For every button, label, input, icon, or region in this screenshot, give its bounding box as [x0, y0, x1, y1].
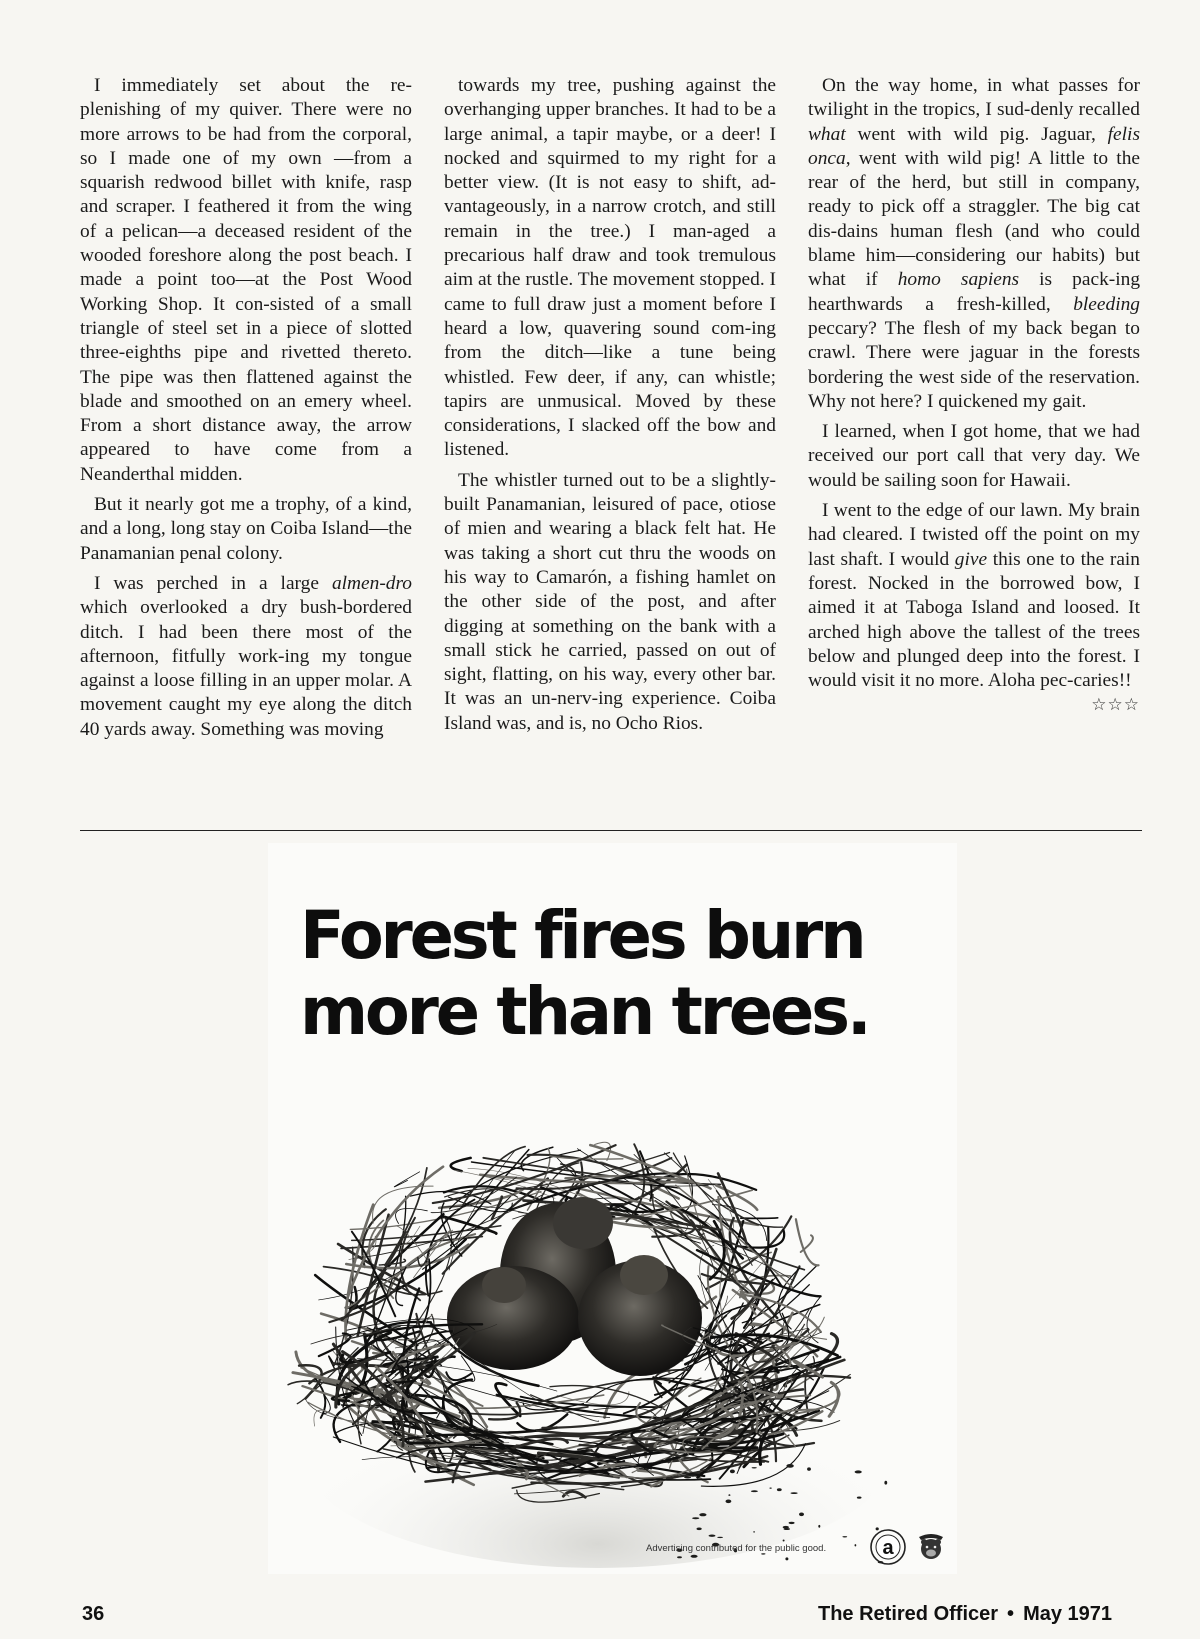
section-divider: [80, 830, 1142, 831]
ad-headline-line-1: Forest fires burn: [300, 897, 864, 974]
paragraph-text: The whistler turned out to be a slightly-built Panamanian, leisured of pace, otiose of mien and wearing a black felt hat. He was taking a short cut thru the woods on his way to Camarón, a fishing hamlet on the other side of the post, and after digging at something on the bank with a small stick he carried, passed on out of sight, flatting, on his way, every other bar. It was an un-nerv-ing experience. Coiba Island was, and is, no Ocho Rios.: [444, 469, 776, 734]
nest-debris-fleck: [842, 1536, 847, 1537]
article-paragraph: [808, 74, 1140, 414]
ad-headline: [300, 898, 934, 1050]
article-column-3: [808, 74, 1140, 830]
emphasized-text: give: [954, 548, 988, 570]
paragraph-text: went with wild pig. Jaguar,: [845, 123, 1108, 145]
nest-debris-fleck: [677, 1556, 682, 1558]
article-column-2: [444, 74, 776, 830]
nest-debris-fleck: [684, 1476, 691, 1478]
nest-debris-fleck: [709, 1535, 716, 1537]
paragraph-text: I immediately set about the re-plenishing of my quiver. There were no more arrows to be had from the corporal, so I made one of my own —from a squarish redwood billet with knife, rasp and scraper. I feathered it from the wing of a pelican—a deceased resident of the wooded foreshore along the post beach. I made a point too—at the Post Wood Working Shop. It con-sisted of a small triangle of steel set in a piece of slotted three-eighths pipe and rivetted thereto. The pipe was then flattened against the blade and smoothed on an emery wheel. From a short distance away, the arrow appeared to have come from a Neanderthal midden.: [80, 75, 412, 485]
issue-date: May 1971: [1023, 1603, 1113, 1625]
nest-debris-fleck: [692, 1517, 699, 1519]
nest-debris-fleck: [783, 1540, 785, 1542]
paragraph-text: I learned, when I got home, that we had received our port call that very day. We would be sailing soon for Hawaii.: [808, 421, 1140, 491]
nest-debris-fleck: [884, 1481, 887, 1485]
nest-twig: [741, 1218, 778, 1219]
publication-footer: [818, 1603, 1112, 1626]
nest-debris-fleck: [799, 1513, 804, 1517]
nest-debris-fleck: [855, 1470, 862, 1473]
nest-twig: [749, 1324, 763, 1325]
nest-debris-fleck: [777, 1488, 782, 1491]
nest-debris-fleck: [751, 1490, 758, 1492]
footer-separator: •: [1007, 1603, 1015, 1625]
nest-debris-fleck: [728, 1494, 730, 1496]
bird-nest-photo: [268, 1103, 957, 1574]
smokey-bear-icon: [916, 1531, 946, 1563]
emphasized-text: bleeding: [1073, 293, 1140, 315]
nest-debris-fleck: [791, 1492, 798, 1494]
paragraph-text: I was perched in a large: [94, 572, 332, 594]
nest-debris-fleck: [753, 1531, 755, 1532]
emphasized-text: what: [808, 123, 846, 145]
nest-debris-fleck: [752, 1467, 757, 1468]
nest-debris-fleck: [855, 1544, 857, 1546]
nest-debris-fleck: [785, 1557, 788, 1560]
paragraph-text: towards my tree, pushing against the overhanging upper branches. It had to be a large animal, a tapir maybe, or a deer! I nocked and squirmed to my right for a better view. (It is not easy to shift, ad-vantageously, in a narrow crotch, and still remain in the tree.) I man-aged a precarious half draw and took tremulous aim at the rustle. The movement stopped. I came to full draw just a moment before I heard a low, quavering sound com-ing from the ditch—like a tune being whistled. Few deer, if any, can whistle; tapirs are unmusical. Moved by these considerations, I slacked off the bow and listened.: [444, 75, 776, 461]
article-paragraph: [808, 420, 1140, 493]
publication-name: The Retired Officer: [818, 1603, 999, 1625]
nest-debris-fleck: [691, 1555, 698, 1558]
nest-debris-fleck: [789, 1522, 795, 1524]
emphasized-text: homo sapiens: [897, 269, 1020, 291]
paragraph-text: this one to the rain forest. Nocked in the borrowed bow, I aimed it at Taboga Island and loosed. It arched high above the tallest of the trees below and plunged deep into the forest. I would visit it no more. Aloha pec-caries!!: [808, 548, 1141, 692]
nest-twig: [394, 1172, 419, 1187]
paragraph-text: I went to the edge of our lawn. My brain had cleared. I twisted off the point on my last shaft. I would: [808, 500, 1140, 570]
nest-twig: [796, 1219, 819, 1265]
ad-credit-text: Advertising contributed for the public good.: [646, 1543, 827, 1554]
nest-debris-fleck: [697, 1528, 702, 1531]
advertising-council-logo: [866, 1527, 910, 1567]
nest-debris-fleck: [784, 1528, 791, 1530]
forest-fire-advertisement: [268, 843, 957, 1574]
nest-twig: [373, 1186, 434, 1223]
emphasized-text: felis onca: [808, 123, 1140, 169]
nest-debris-fleck: [807, 1467, 811, 1470]
article-paragraph: [808, 499, 1141, 715]
paragraph-text: which overlooked a dry bush-bordered ditch. I had been there most of the afternoon, fitfully work-ing my tongue against a loose filling in an upper molar. A movement caught my eye along the ditch 40 yards away. Something was moving: [80, 597, 412, 740]
ad-headline-line-2: more than trees.: [300, 973, 869, 1050]
end-mark-stars: ☆☆☆: [1091, 695, 1140, 715]
paragraph-text: is pack-ing hearthwards a fresh-killed,: [808, 269, 1141, 315]
emphasized-text: almen-dro: [331, 572, 412, 594]
nest-debris-fleck: [857, 1497, 862, 1499]
nest-debris-fleck: [786, 1464, 793, 1468]
advertising-council-logo-letter: a: [882, 1537, 894, 1559]
article-column-1: [80, 74, 412, 830]
page-number: 36: [82, 1603, 105, 1625]
article-paragraph: [444, 74, 776, 463]
nest-debris-fleck: [699, 1513, 706, 1516]
article-columns: [80, 74, 1140, 830]
article-paragraph: [444, 469, 776, 736]
paragraph-text: peccary? The flesh of my back began to crawl. There were jaguar in the forests bordering the west side of the reservation. Why not here? I quickened my gait.: [808, 317, 1140, 412]
nest-debris-fleck: [818, 1525, 820, 1528]
article-paragraph: [80, 493, 412, 566]
paragraph-text: On the way home, in what passes for twilight in the tropics, I sud-denly recalled: [808, 75, 1140, 121]
nest-debris-fleck: [730, 1470, 735, 1474]
nest-debris-fleck: [717, 1537, 723, 1538]
paragraph-text: But it nearly got me a trophy, of a kind, and a long, long stay on Coiba Island—the Panamanian penal colony.: [80, 494, 412, 564]
nest-debris-fleck: [769, 1488, 771, 1489]
paragraph-text: , went with wild pig! A little to the rear of the herd, but still in company, ready to pick off a straggler. The big cat dis-dains human flesh (and who could blame him—considering our habits) but what if: [808, 147, 1140, 291]
nest-twig: [451, 1158, 471, 1171]
nest-debris-fleck: [689, 1474, 696, 1477]
article-paragraph: [80, 74, 412, 487]
article-paragraph: [80, 572, 412, 742]
nest-debris-fleck: [726, 1500, 732, 1504]
